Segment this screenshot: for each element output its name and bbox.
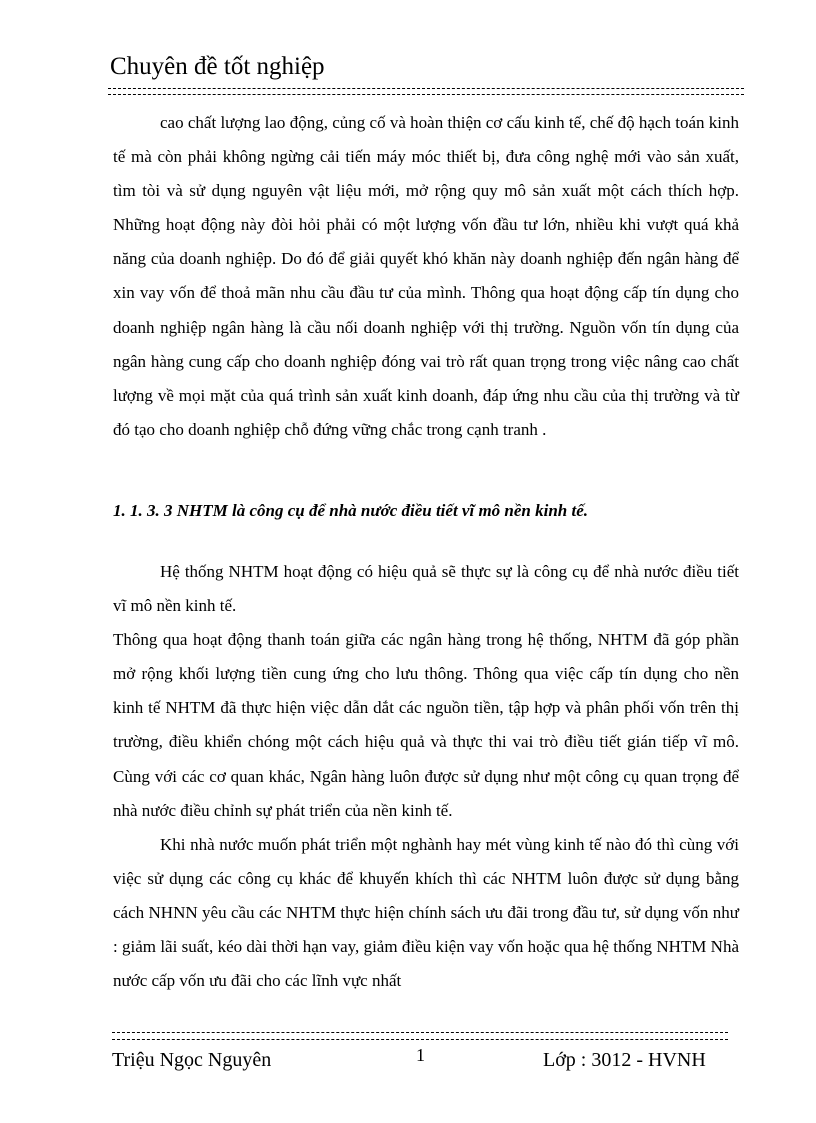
paragraph-2: Hệ thống NHTM hoạt động có hiệu quả sẽ thực sự là công cụ để nhà nước điều tiết vĩ mô nền kinh tế.: [113, 562, 739, 616]
document-header-title: Chuyên đề tốt nghiệp: [110, 53, 325, 80]
body-section-1: [113, 106, 739, 447]
header-divider-secondary: [108, 94, 744, 95]
paragraph-1: cao chất lượng lao động, củng cố và hoàn thiện cơ cấu kinh tế, chế độ hạch toán kinh tế mà còn phải không ngừng cải tiến máy móc thiết bị, đưa công nghệ mới vào sản xuất, tìm tòi và sử dụng nguyên vật liệu mới, mở rộng quy mô sản xuất một cách thích hợp. Những hoạt động này đòi hỏi phải có một lượng vốn đầu tư lớn, nhiều khi vượt quá khả năng của doanh nghiệp. Do đó để giải quyết khó khăn này doanh nghiệp đến ngân hàng để xin vay vốn để thoả mãn nhu cầu đầu tư của mình. Thông qua hoạt động cấp tín dụng cho doanh nghiệp ngân hàng là cầu nối doanh nghiệp với thị trường. Nguồn vốn tín dụng của ngân hàng cung cấp cho doanh nghiệp đóng vai trò rất quan trọng trong việc nâng cao chất lượng về mọi mặt của quá trình sản xuất kinh doanh, đáp ứng nhu cầu của thị trường và từ đó tạo cho doanh nghiệp chỗ đứng vững chắc trong cạnh tranh .: [113, 113, 739, 439]
paragraph-3: Thông qua hoạt động thanh toán giữa các ngân hàng trong hệ thống, NHTM đã góp phần mở rộng khối lượng tiền cung ứng cho lưu thông. Thông qua việc cấp tín dụng cho nền kinh tế NHTM đã thực hiện việc dẫn dắt các nguồn tiền, tập hợp và phân phối vốn trên thị trường, điều khiển chóng một cách hiệu quả và thực thi vai trò điều tiết gián tiếp vĩ mô. Cùng với các cơ quan khác, Ngân hàng luôn được sử dụng như một công cụ quan trọng để nhà nước điều chỉnh sự phát triển của nền kinh tế.: [113, 630, 739, 820]
header-divider: [108, 88, 744, 89]
paragraph-4: Khi nhà nước muốn phát triển một nghành hay mét vùng kinh tế nào đó thì cùng với việc sử dụng các công cụ khác để khuyến khích thì các NHTM luôn được sử dụng bằng cách NHNN yêu cầu các NHTM thực hiện chính sách ưu đãi trong đầu tư, sử dụng vốn như : giảm lãi suất, kéo dài thời hạn vay, giảm điều kiện vay vốn hoặc qua hệ thống NHTM Nhà nước cấp vốn ưu đãi cho các lĩnh vực nhất: [113, 834, 739, 991]
footer-divider-secondary: [112, 1039, 728, 1040]
footer-divider: [112, 1032, 728, 1033]
footer-class-label: Lớp : 3012 - HVNH: [543, 1049, 706, 1071]
footer-author: Triệu Ngọc Nguyên: [112, 1049, 272, 1071]
section-heading: 1. 1. 3. 3 NHTM là công cụ để nhà nước điều tiết vĩ mô nền kinh tế.: [113, 501, 589, 520]
page-number: 1: [416, 1045, 425, 1065]
body-section-2: [113, 555, 739, 998]
